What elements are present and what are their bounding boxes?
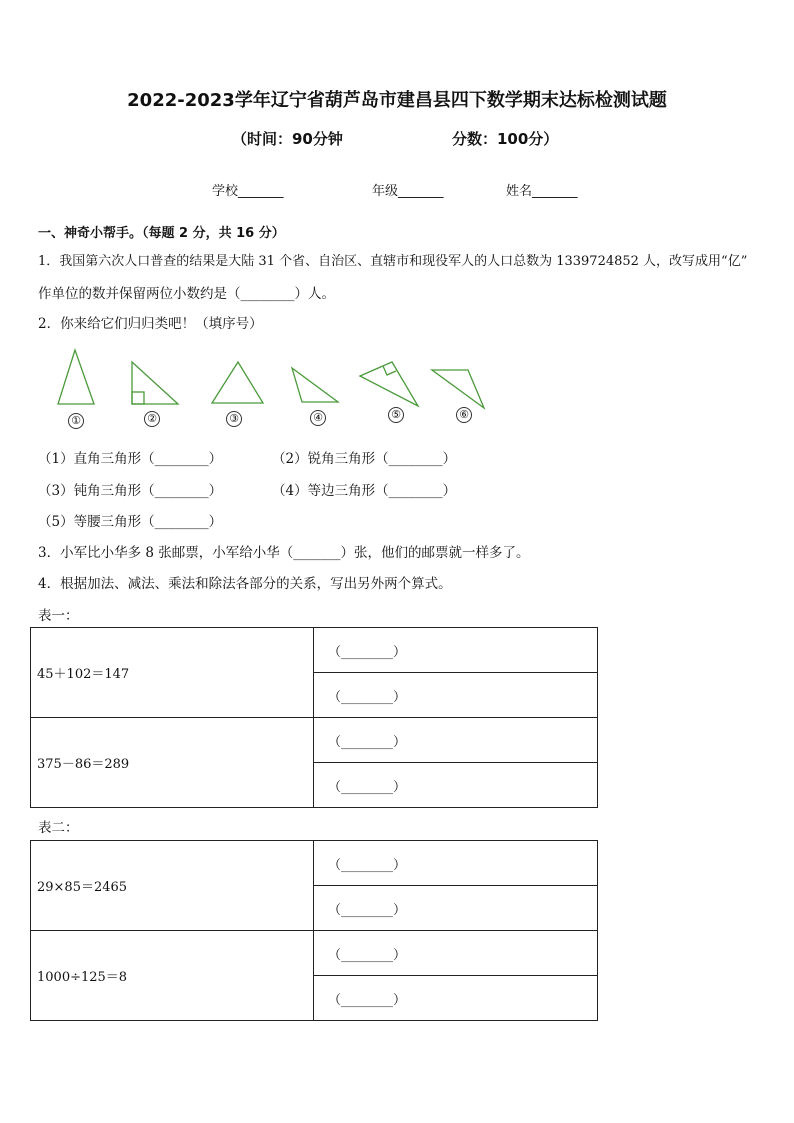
page-title: 2022-2023学年辽宁省葫芦岛市建昌县四下数学期末达标检测试题 bbox=[127, 90, 667, 111]
answer-cell: （________） bbox=[314, 763, 598, 808]
answer-cell: （________） bbox=[314, 628, 598, 673]
equation-cell: 375－86＝289 bbox=[31, 718, 314, 808]
triangles-figure bbox=[40, 340, 500, 430]
question-4: 4．根据加法、减法、乘法和除法各部分的关系，写出另外两个算式。 bbox=[38, 576, 452, 592]
right-angle-mark-2 bbox=[132, 392, 144, 404]
table-1 bbox=[30, 627, 598, 808]
exam-score: 分数：100分） bbox=[452, 130, 559, 148]
answer-cell: （________） bbox=[314, 673, 598, 718]
equation-cell: 45＋102＝147 bbox=[31, 628, 314, 718]
answer-cell: （________） bbox=[314, 931, 598, 976]
table-2 bbox=[30, 840, 598, 1021]
school-field: 学校_______ bbox=[212, 184, 284, 199]
figure-label-3: ③ bbox=[226, 411, 242, 427]
figure-label-2: ② bbox=[144, 411, 160, 427]
equation-cell: 1000÷125＝8 bbox=[31, 931, 314, 1021]
table-row bbox=[31, 718, 598, 763]
name-field: 姓名_______ bbox=[506, 184, 578, 199]
triangle-2 bbox=[132, 362, 178, 404]
table-row bbox=[31, 628, 598, 673]
figure-label-6: ⑥ bbox=[456, 407, 472, 423]
option-right-triangle: （1）直角三角形（________） bbox=[38, 451, 223, 467]
option-acute-triangle: （2）锐角三角形（________） bbox=[272, 451, 457, 467]
question-1-line-2: 作单位的数并保留两位小数约是（________）人。 bbox=[38, 286, 335, 302]
triangle-4 bbox=[292, 368, 338, 402]
question-3: 3．小军比小华多 8 张邮票，小军给小华（_______）张，他们的邮票就一样多了。 bbox=[38, 545, 530, 561]
table-1-label: 表一： bbox=[38, 608, 79, 624]
triangle-5 bbox=[360, 362, 418, 406]
option-isosceles-triangle: （5）等腰三角形（________） bbox=[38, 514, 223, 530]
figure-label-1: ① bbox=[68, 413, 84, 429]
figure-label-4: ④ bbox=[310, 410, 326, 426]
table-row bbox=[31, 931, 598, 976]
grade-field: 年级_______ bbox=[372, 184, 444, 199]
answer-cell: （________） bbox=[314, 718, 598, 763]
answer-cell: （________） bbox=[314, 976, 598, 1021]
exam-time: （时间：90分钟 bbox=[232, 130, 343, 148]
section-heading: 一、神奇小帮手。（每题 2 分，共 16 分） bbox=[38, 226, 285, 241]
question-2-stem: 2．你来给它们归归类吧！（填序号） bbox=[38, 316, 263, 332]
triangle-3 bbox=[212, 362, 263, 403]
question-1-line-1: 1．我国第六次人口普查的结果是大陆 31 个省、自治区、直辖市和现役军人的人口总数为 1339724852 人，改写成用“亿” bbox=[38, 254, 748, 269]
right-angle-mark-5 bbox=[383, 366, 396, 375]
equation-cell: 29×85＝2465 bbox=[31, 841, 314, 931]
option-equilateral-triangle: （4）等边三角形（________） bbox=[272, 483, 457, 499]
table-2-label: 表二： bbox=[38, 820, 79, 836]
table-row bbox=[31, 841, 598, 886]
triangle-6 bbox=[432, 370, 484, 408]
answer-cell: （________） bbox=[314, 886, 598, 931]
figure-label-5: ⑤ bbox=[388, 407, 404, 423]
answer-cell: （________） bbox=[314, 841, 598, 886]
triangle-1 bbox=[58, 350, 94, 404]
option-obtuse-triangle: （3）钝角三角形（________） bbox=[38, 483, 223, 499]
